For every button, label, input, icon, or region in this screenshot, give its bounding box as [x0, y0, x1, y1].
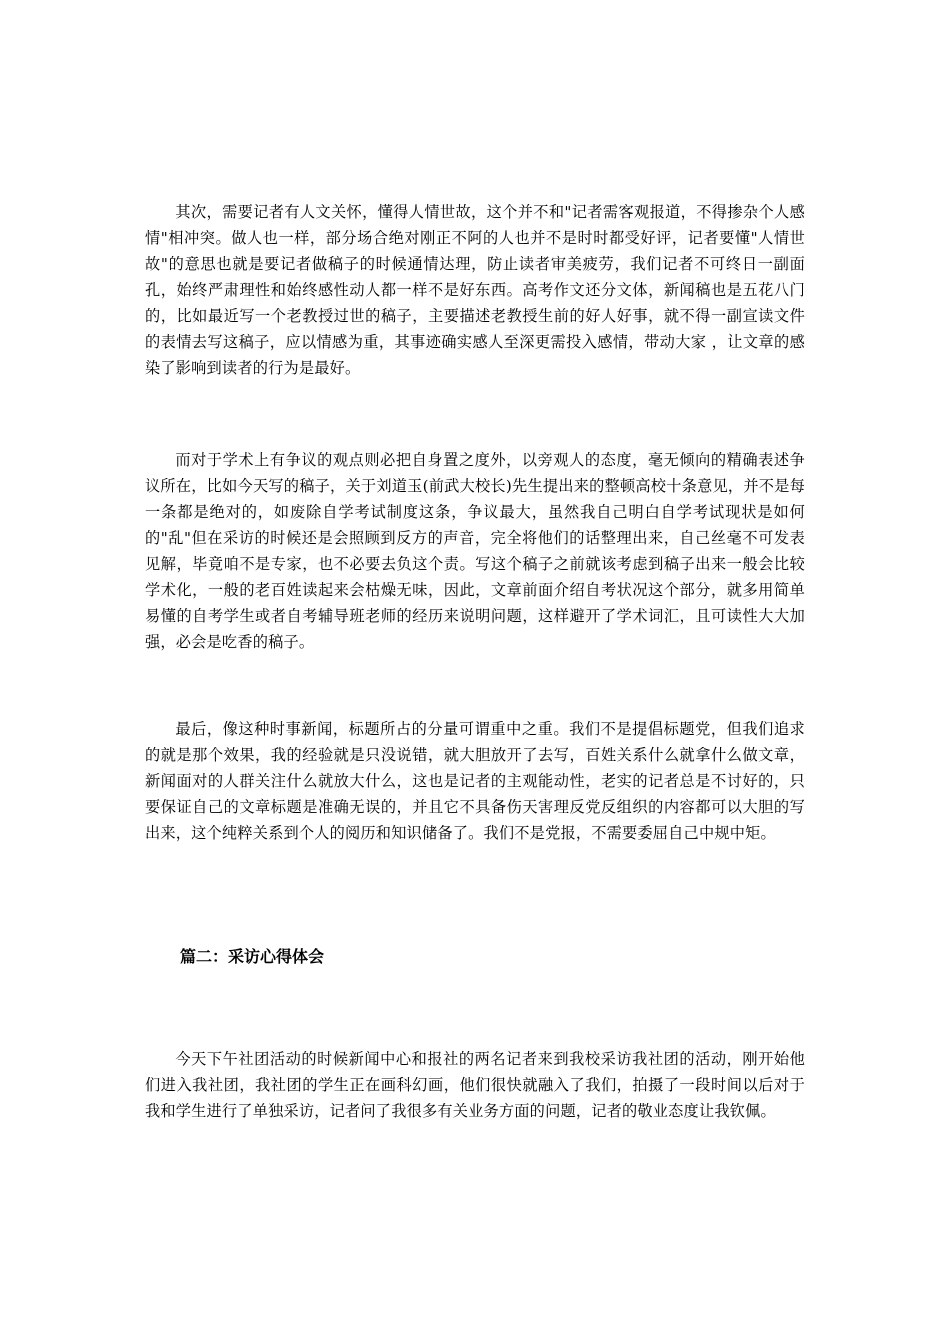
- paragraph-humanistic-care: 其次，需要记者有人文关怀，懂得人情世故，这个并不和"记者需客观报道，不得掺杂个人感情"相冲突。做人也一样，部分场合绝对刚正不阿的人也并不是时时都受好评，记者要懂"人情世故"的意思也就是要记者做稿子的时候通情达理，防止读者审美疲劳，我们记者不可终日一副面孔，始终严肃理性和始终感性动人都一样不是好东西。高考作文还分文体，新闻稿也是五花八门的，比如最近写一个老教授过世的稿子，主要描述老教授生前的好人好事，就不得一副宣读文件的表情去写这稿子，应以情感为重，其事迹确实感人至深更需投入感情，带动大家 ，让文章的感染了影响到读者的行为是最好。: [145, 203, 805, 377]
- section-heading: 篇二：采访心得体会: [180, 947, 325, 966]
- paragraph-headline-importance: 最后，像这种时事新闻，标题所占的分量可谓重中之重。我们不是提倡标题党，但我们追求的就是那个效果，我的经验就是只没说错，就大胆放开了去写，百姓关系什么就拿什么做文章，新闻面对的人群关注什么就放大什么，这也是记者的主观能动性，老实的记者总是不讨好的，只要保证自己的文章标题是准确无误的，并且它不具备伤天害理反党反组织的内容都可以大胆的写出来，这个纯粹关系到个人的阅历和知识储备了。我们不是党报，不需要委屈自己中规中矩。: [145, 720, 805, 842]
- paragraph-academic-controversy: 而对于学术上有争议的观点则必把自身置之度外，以旁观人的态度，毫无倾向的精确表述争议所在，比如今天写的稿子，关于刘道玉(前武大校长)先生提出来的整顿高校十条意见，并不是每一条都是绝对的，如废除自学考试制度这条，争议最大，虽然我自己明白自学考试现状是如何的"乱"但在采访的时候还是会照顾到反方的声音，完全将他们的话整理出来，自己丝毫不可发表见解，毕竟咱不是专家，也不必要去负这个责。写这个稿子之前就该考虑到稿子出来一般会比较学术化，一般的老百姓读起来会枯燥无味，因此，文章前面介绍自考状况这个部分，就多用简单易懂的自考学生或者自考辅导班老师的经历来说明问题，这样避开了学术词汇，且可读性大大加强，必会是吃香的稿子。: [145, 451, 805, 651]
- paragraph-interview-experience: 今天下午社团活动的时候新闻中心和报社的两名记者来到我校采访我社团的活动，刚开始他们进入我社团，我社团的学生正在画科幻画，他们很快就融入了我们，拍摄了一段时间以后对于我和学生进行了单独采访，记者问了我很多有关业务方面的问题，记者的敬业态度让我钦佩。: [145, 1050, 805, 1120]
